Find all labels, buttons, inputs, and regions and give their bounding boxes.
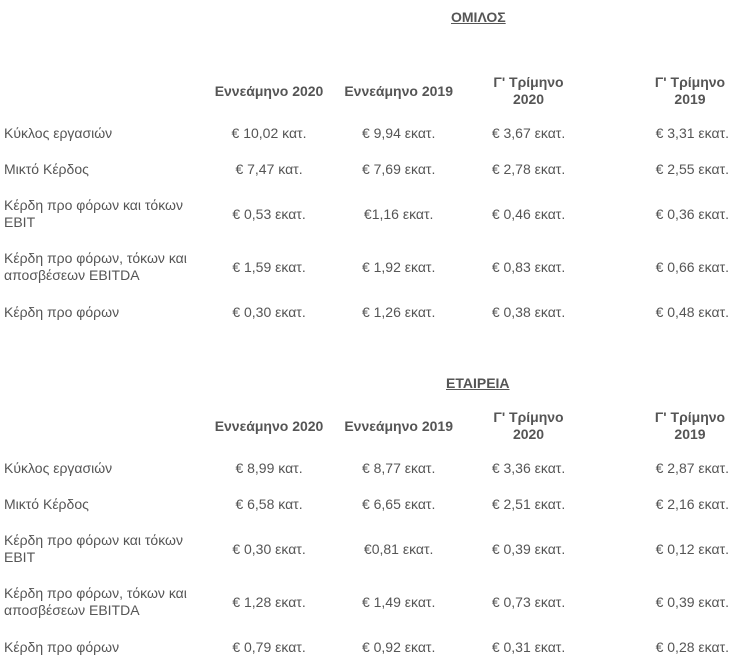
- header-q3-2020: Γ' Τρίμηνο 2020: [493, 74, 564, 107]
- cell-value: € 7,47 κατ.: [235, 160, 303, 177]
- header-9m-2020: Εννεάμηνο 2020: [214, 417, 324, 434]
- cell-value: € 0,30 εκατ.: [232, 540, 306, 557]
- cell-value: € 0,92 εκατ.: [361, 638, 436, 655]
- header-q3-2019: Γ' Τρίμηνο 2019: [654, 74, 726, 107]
- cell-value: € 3,31 εκατ.: [655, 124, 729, 141]
- cell-value: € 3,67 εκατ.: [491, 124, 566, 141]
- table-row: [0, 293, 742, 331]
- row-label: Κέρδη προ φόρων, τόκων και αποσβέσεων EBITDA: [4, 585, 187, 618]
- row-label: Κέρδη προ φόρων, τόκων και αποσβέσεων EBITDA: [4, 250, 187, 283]
- row-label: Μικτό Κέρδος: [4, 495, 89, 512]
- cell-value: € 0,39 εκατ.: [491, 540, 566, 557]
- table-row: [0, 628, 742, 666]
- header-q3-2020: Γ' Τρίμηνο 2020: [493, 409, 564, 442]
- row-label: Μικτό Κέρδος: [4, 160, 89, 177]
- cell-value: € 0,79 εκατ.: [232, 638, 306, 655]
- cell-value: €1,16 εκατ.: [363, 205, 434, 222]
- cell-value: € 0,73 εκατ.: [491, 593, 566, 610]
- header-9m-2019: Εννεάμηνο 2019: [344, 417, 453, 434]
- row-label: Κύκλος εργασιών: [4, 459, 113, 476]
- header-empty-cell: [0, 67, 203, 115]
- cell-value: € 6,58 κατ.: [235, 495, 303, 512]
- cell-value: € 0,38 εκατ.: [491, 303, 566, 320]
- cell-value: € 0,28 εκατ.: [655, 638, 729, 655]
- cell-value: € 0,30 εκατ.: [232, 303, 306, 320]
- cell-value: € 0,83 εκατ.: [491, 258, 566, 275]
- table-row: [0, 187, 742, 241]
- section-title-company: ΕΤΑΙΡΕΙΑ: [446, 375, 510, 391]
- cell-value: € 0,46 εκατ.: [491, 205, 566, 222]
- cell-value: € 7,69 εκατ.: [361, 160, 436, 177]
- cell-value: € 0,48 εκατ.: [655, 303, 729, 320]
- table-header-row: [0, 67, 742, 115]
- cell-value: € 0,36 εκατ.: [655, 205, 729, 222]
- header-9m-2020: Εννεάμηνο 2020: [214, 82, 324, 99]
- table-row: [0, 115, 742, 151]
- cell-value: € 0,53 εκατ.: [232, 205, 306, 222]
- cell-value: € 2,16 εκατ.: [655, 495, 729, 512]
- table-row: [0, 522, 742, 576]
- cell-value: € 1,26 εκατ.: [361, 303, 436, 320]
- cell-value: € 1,59 εκατ.: [232, 258, 306, 275]
- cell-value: € 1,28 εκατ.: [232, 593, 306, 610]
- row-label: Κέρδη προ φόρων: [4, 638, 120, 655]
- cell-value: € 6,65 εκατ.: [361, 495, 436, 512]
- cell-value: € 0,66 εκατ.: [655, 258, 729, 275]
- row-label: Κύκλος εργασιών: [4, 124, 113, 141]
- cell-value: €0,81 εκατ.: [363, 540, 434, 557]
- table-row: [0, 576, 742, 628]
- company-results-table: [0, 402, 742, 666]
- header-9m-2019: Εννεάμηνο 2019: [344, 82, 453, 99]
- table-row: [0, 241, 742, 293]
- table-row: [0, 151, 742, 187]
- cell-value: € 0,12 εκατ.: [655, 540, 729, 557]
- cell-value: € 8,77 εκατ.: [361, 459, 436, 476]
- table-row: [0, 450, 742, 486]
- cell-value: € 10,02 κατ.: [231, 124, 307, 141]
- table-row: [0, 486, 742, 522]
- row-label: Κέρδη προ φόρων: [4, 303, 120, 320]
- header-q3-2019: Γ' Τρίμηνο 2019: [654, 409, 726, 442]
- row-label: Κέρδη προ φόρων και τόκων EBIT: [4, 197, 183, 230]
- cell-value: € 8,99 κατ.: [235, 459, 303, 476]
- cell-value: € 0,39 εκατ.: [655, 593, 729, 610]
- cell-value: € 0,31 εκατ.: [491, 638, 566, 655]
- cell-value: € 9,94 εκατ.: [361, 124, 436, 141]
- table-header-row: [0, 402, 742, 450]
- group-results-table: [0, 67, 742, 331]
- cell-value: € 2,78 εκατ.: [491, 160, 566, 177]
- header-empty-cell: [0, 402, 203, 450]
- cell-value: € 2,51 εκατ.: [491, 495, 566, 512]
- cell-value: € 2,55 εκατ.: [655, 160, 729, 177]
- cell-value: € 1,49 εκατ.: [361, 593, 436, 610]
- cell-value: € 3,36 εκατ.: [491, 459, 566, 476]
- cell-value: € 1,92 εκατ.: [361, 258, 436, 275]
- row-label: Κέρδη προ φόρων και τόκων EBIT: [4, 532, 183, 565]
- cell-value: € 2,87 εκατ.: [655, 459, 729, 476]
- section-title-group: ΟΜΙΛΟΣ: [451, 9, 506, 25]
